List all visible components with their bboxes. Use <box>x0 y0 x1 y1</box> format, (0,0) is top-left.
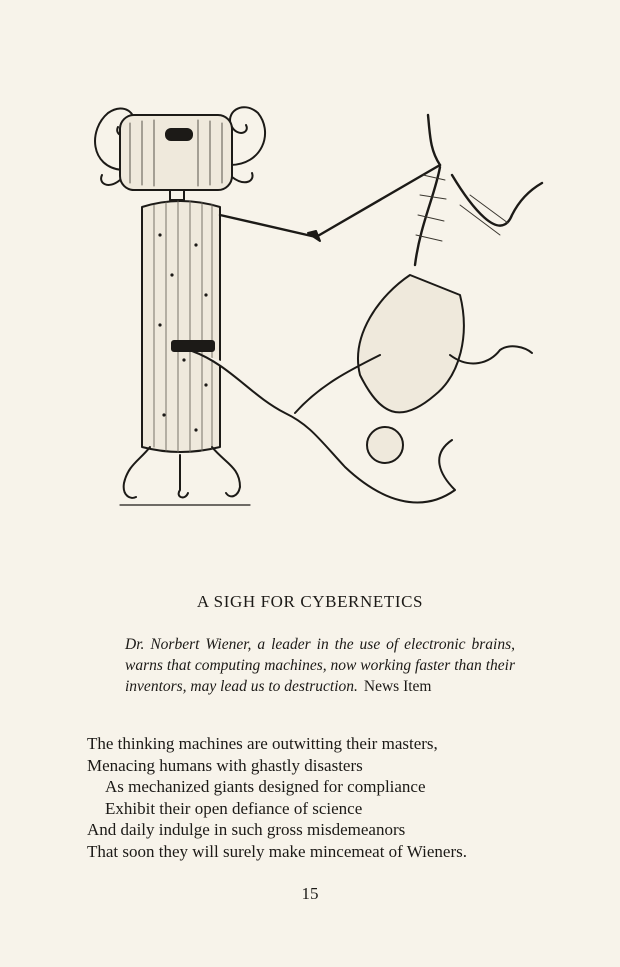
machine-eye-slot <box>166 129 192 140</box>
machine-legs <box>124 447 240 498</box>
man-body <box>358 275 464 412</box>
poem-line: That soon they will surely make mincemeat of Wieners. <box>87 841 467 861</box>
poem-line: And daily indulge in such gross misdemeanors <box>87 820 406 839</box>
right-scroll-ornament <box>230 107 265 182</box>
poem-line: As mechanized giants designed for compliance <box>105 777 426 796</box>
machine-illustration <box>80 95 560 525</box>
page-number: 15 <box>301 884 319 903</box>
man-head <box>367 427 403 463</box>
poem-line: Exhibit their open defiance of science <box>105 798 363 818</box>
poem-title: A SIGH FOR CYBERNETICS <box>196 592 424 611</box>
tape-slot <box>172 341 214 351</box>
epigraph-quote: Dr. Norbert Wiener, a leader in the use of electronic brains, warns that computing machines, now working faster than their inventors, may lead us to destruction. <box>125 636 515 695</box>
poem <box>87 733 557 862</box>
man-legs <box>415 115 542 265</box>
poem-line: The thinking machines are outwitting their masters, <box>87 734 438 753</box>
epigraph-source: News Item <box>363 678 432 695</box>
machine-head <box>120 115 232 190</box>
poem-line: Menacing humans with ghastly disasters <box>87 755 363 775</box>
epigraph <box>125 634 515 697</box>
